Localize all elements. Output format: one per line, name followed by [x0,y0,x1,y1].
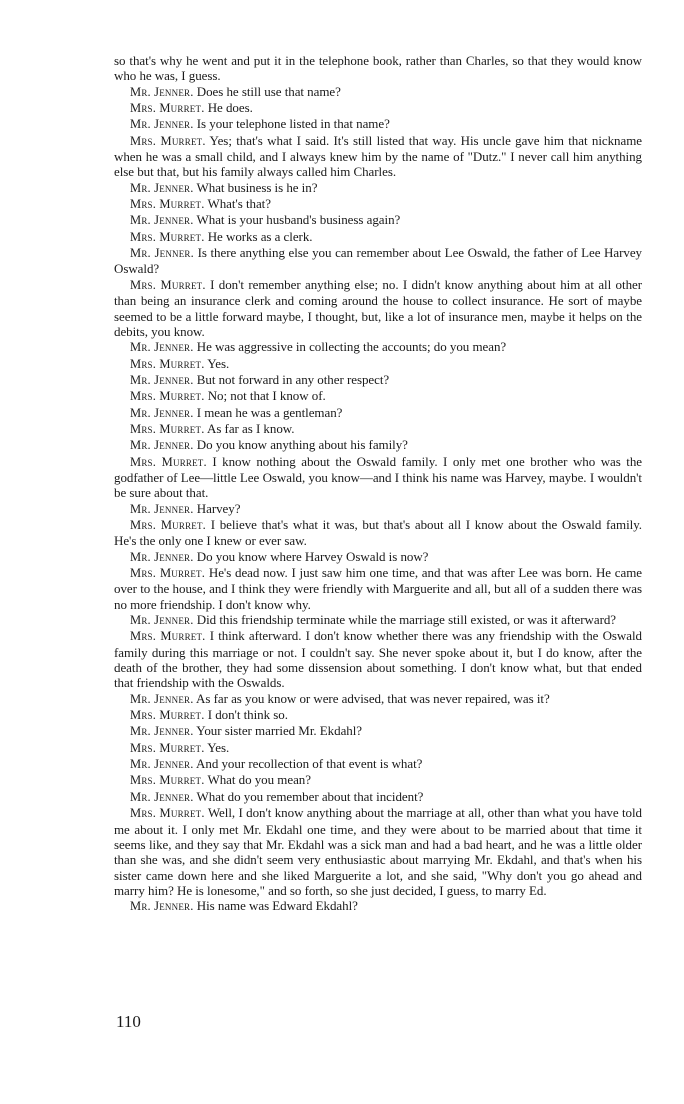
paragraph-text: What business is he in? [196,179,318,195]
paragraph-text: Is there anything else you can remember about Lee Oswald, the father of Lee Harvey Oswald? [114,245,643,277]
paragraph-text: Is your telephone listed in that name? [196,116,390,132]
transcript-paragraph [114,245,642,277]
paragraph-text: He does. [207,100,253,116]
transcript-paragraph [114,549,642,565]
page-number: 110 [116,1012,141,1031]
paragraph-text: Harvey? [196,500,241,516]
speaker-label: Mr. Jenner. [130,549,194,564]
transcript-paragraph [114,789,642,805]
paragraph-text: Yes; that's what I said. It's still listed that way. His uncle gave him that nickname when he was a small child, and I always knew him by the name of "Dutz." I never call him anything else but that, but his family always called him Charles. [114,132,643,180]
transcript-paragraph [114,707,642,723]
speaker-label: Mr. Jenner. [130,438,194,453]
paragraph-text: Do you know where Harvey Oswald is now? [196,548,429,564]
speaker-label: Mrs. Murret. [130,566,206,580]
transcript-paragraph [114,339,642,355]
transcript-paragraph [114,421,642,437]
paragraph-text: What is your husband's business again? [196,212,401,228]
paragraph-text: But not forward in any other respect? [196,371,390,387]
transcript-paragraph [114,356,642,372]
transcript-paragraph [114,388,642,404]
transcript-paragraph [114,740,642,756]
paragraph-text: Yes. [207,355,230,371]
paragraph-text: As far as I know. [207,420,295,436]
speaker-label: Mrs. Murret. [130,356,205,371]
speaker-label: Mr. Jenner. [130,213,194,228]
transcript-paragraph [114,691,642,707]
transcript-paragraph [114,628,642,690]
speaker-label: Mr. Jenner. [130,501,194,516]
speaker-label: Mr. Jenner. [130,246,194,261]
transcript-paragraph [114,501,642,517]
paragraph-text: Do you know anything about his family? [196,437,408,453]
transcript-paragraph [114,133,642,180]
paragraph-text: Well, I don't know anything about the marriage at all, other than what you have told me about it. I only met Mr. Ekdahl one time, and they were about to be married about that time it seems like, and they say that Mr. Ekdahl was a sick man and had a bad heart, and he was a little older than she was, and she didn't seem very enthusiastic about marrying Mr. Ekdahl, and that's when his sister came down here and she liked Marguerite a lot, and she said, "Why don't you go ahead and marry him? He is lonesome," and so forth, so she just decided, I guess, to marry Ed. [114,805,642,898]
transcript-paragraph [114,196,642,212]
transcript-paragraph [114,372,642,388]
paragraph-text: I believe that's what it was, but that's about all I know about the Oswald family. He's the only one I knew or ever saw. [114,516,642,549]
transcript-paragraph [114,612,642,628]
paragraph-text: What do you remember about that incident? [196,788,424,804]
paragraph-text: Did this friendship terminate while the marriage still existed, or was it afterward? [196,612,617,628]
transcript-paragraph [114,517,642,549]
paragraph-text: What do you mean? [207,772,311,788]
speaker-label: Mr. Jenner. [130,84,194,99]
paragraph-text: so that's why he went and put it in the telephone book, rather than Charles, so that they would know who he was, I guess. [114,53,642,84]
paragraph-text: I know nothing about the Oswald family. I only met one brother who was the godfather of Lee—little Lee Oswald, you know—and I think his name was Harvey, maybe. I wouldn't be sure about that. [114,453,643,501]
transcript-paragraph [114,84,642,100]
speaker-label: Mrs. Murret. [130,517,207,532]
transcript-paragraph [114,405,642,421]
transcript-paragraph [114,180,642,196]
speaker-label: Mrs. Murret. [130,277,206,292]
speaker-label: Mrs. Murret. [130,454,207,469]
speaker-label: Mrs. Murret. [130,629,206,644]
paragraph-text: He was aggressive in collecting the accounts; do you mean? [196,339,507,355]
transcript-paragraph [114,229,642,245]
paragraph-text: His name was Edward Ekdahl? [196,898,358,914]
transcript-paragraph [114,116,642,132]
paragraph-text: I think afterward. I don't know whether there was any friendship with the Oswald family during this marriage or not. I couldn't say. She never spoke about it, but I do know, after the death of the brother, they had some dissension about something. I don't know what, but that ended that friendship with the Oswalds. [114,628,642,691]
speaker-label: Mr. Jenner. [130,899,194,914]
transcript-paragraph [114,723,642,739]
transcript-paragraph [114,437,642,453]
paragraph-text: Your sister married Mr. Ekdahl? [196,723,363,739]
speaker-label: Mrs. Murret. [130,740,205,755]
transcript-paragraph [114,277,642,339]
speaker-label: Mr. Jenner. [130,724,194,739]
speaker-label: Mr. Jenner. [130,180,194,195]
paragraph-text: He's dead now. I just saw him one time, and that was after Lee was born. He came over to the house, and I think they were friendly with Marguerite and all, but all of a sudden there was no more friendship. I don't know why. [114,565,643,612]
speaker-label: Mrs. Murret. [130,133,206,148]
speaker-label: Mrs. Murret. [130,389,205,404]
transcript-paragraph [114,772,642,788]
transcript-paragraph [114,565,642,612]
paragraph-text: He works as a clerk. [207,228,313,244]
speaker-label: Mrs. Murret. [130,229,205,244]
speaker-label: Mr. Jenner. [130,372,194,387]
transcript-paragraph [114,898,642,914]
transcript-body [114,53,642,915]
speaker-label: Mr. Jenner. [130,757,194,772]
paragraph-text: I don't think so. [207,707,288,723]
speaker-label: Mr. Jenner. [130,691,194,706]
speaker-label: Mrs. Murret. [130,708,205,723]
speaker-label: Mr. Jenner. [130,405,194,420]
paragraph-text: What's that? [207,196,271,212]
paragraph-text: I mean he was a gentleman? [196,404,343,420]
speaker-label: Mr. Jenner. [130,340,194,355]
transcript-paragraph [114,756,642,772]
transcript-paragraph [114,454,642,501]
paragraph-text: As far as you know or were advised, that was never repaired, was it? [196,690,550,706]
transcript-paragraph [114,100,642,116]
speaker-label: Mrs. Murret. [130,197,205,212]
speaker-label: Mr. Jenner. [130,117,194,132]
paragraph-text: I don't remember anything else; no. I didn't know anything about him at all other than being an insurance clerk and coming around the house to collect insurance. He sort of maybe seemed to be a little forward maybe, I thought, but, like a lot of insurance men, maybe it helps on the debits, you know. [114,276,643,339]
paragraph-text: No; not that I know of. [207,388,326,404]
speaker-label: Mrs. Murret. [130,101,205,116]
paragraph-text: And your recollection of that event is what? [196,756,423,772]
transcript-paragraph [114,805,642,898]
speaker-label: Mrs. Murret. [130,773,205,788]
speaker-label: Mr. Jenner. [130,789,194,804]
paragraph-text: Yes. [207,739,230,755]
speaker-label: Mrs. Murret. [130,421,205,436]
speaker-label: Mr. Jenner. [130,613,194,628]
paragraph-text: Does he still use that name? [196,83,341,99]
speaker-label: Mrs. Murret. [130,806,205,821]
transcript-paragraph [114,212,642,228]
transcript-paragraph [114,53,642,84]
